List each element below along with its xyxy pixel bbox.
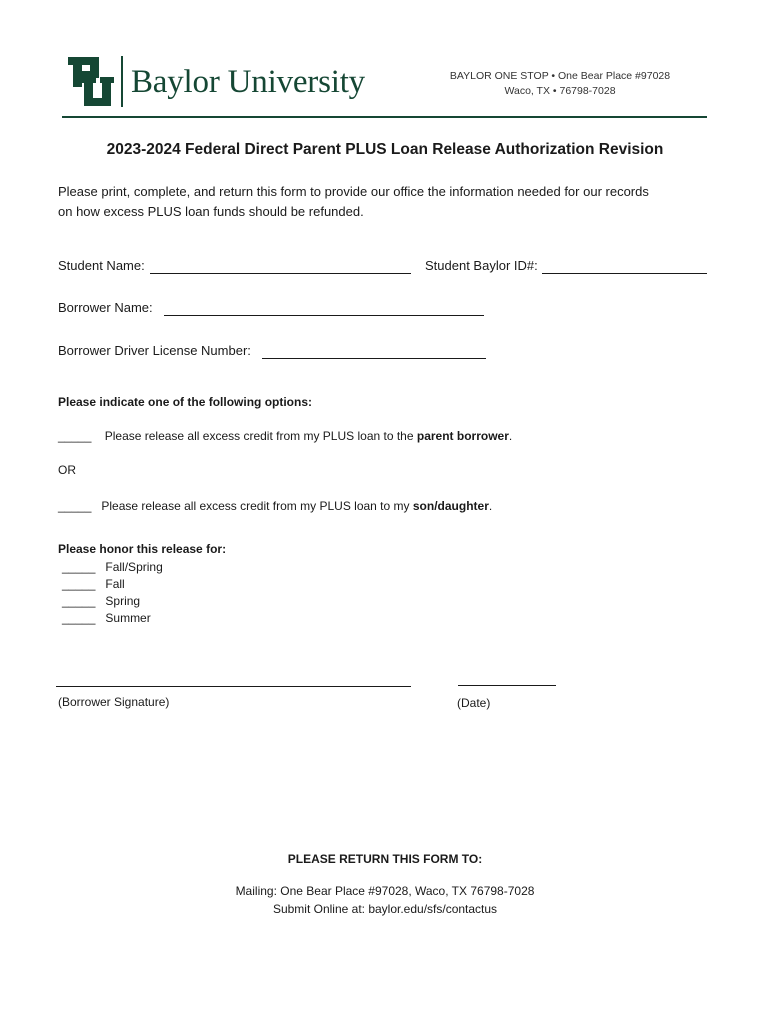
- term-blank[interactable]: _____: [62, 560, 96, 574]
- option-parent-text: Please release all excess credit from my PLUS loan to the: [104, 429, 417, 443]
- term-label: Fall: [105, 577, 125, 591]
- term-item-spring: [62, 593, 163, 610]
- option-child-text: Please release all excess credit from my PLUS loan to my: [101, 499, 413, 513]
- borrower-signature-line[interactable]: [56, 686, 411, 687]
- date-line[interactable]: [458, 685, 556, 686]
- term-item-fall-spring: [62, 559, 163, 576]
- student-id-field[interactable]: [542, 273, 707, 274]
- date-label: (Date): [457, 696, 491, 710]
- option-parent-row: [58, 429, 512, 443]
- option-child-blank[interactable]: _____: [58, 499, 92, 513]
- term-label: Fall/Spring: [105, 560, 163, 574]
- baylor-bu-logo-icon: [66, 55, 116, 111]
- option-parent-end: .: [508, 429, 513, 443]
- options-heading: Please indicate one of the following options:: [58, 395, 313, 409]
- term-label: Summer: [105, 611, 151, 625]
- form-title: 2023-2024 Federal Direct Parent PLUS Loan Release Authorization Revision: [106, 141, 664, 158]
- online-submission: Submit Online at: baylor.edu/sfs/contactus: [272, 902, 498, 916]
- student-id-label: Student Baylor ID#:: [425, 258, 538, 273]
- borrower-name-field[interactable]: [164, 315, 484, 316]
- term-blank[interactable]: _____: [62, 594, 96, 608]
- term-item-summer: [62, 610, 163, 627]
- term-label: Spring: [105, 594, 141, 608]
- option-parent-bold: parent borrower: [416, 429, 509, 443]
- header-rule: [62, 116, 707, 118]
- or-separator: OR: [58, 463, 76, 477]
- borrower-name-label: Borrower Name:: [58, 300, 153, 315]
- intro-line-1: Please print, complete, and return this form to provide our office the information needed for our records: [58, 184, 649, 199]
- intro-paragraph: [58, 182, 649, 222]
- student-name-label: Student Name:: [58, 258, 145, 273]
- address-line-1: BAYLOR ONE STOP • One Bear Place #97028: [449, 70, 671, 82]
- term-blank[interactable]: _____: [62, 611, 96, 625]
- terms-list: [62, 559, 163, 627]
- borrower-signature-label: (Borrower Signature): [58, 695, 170, 709]
- address-line-2: Waco, TX • 76798-7028: [504, 85, 616, 97]
- office-address: [440, 69, 680, 99]
- option-child-bold: son/daughter: [412, 499, 489, 513]
- borrower-license-label: Borrower Driver License Number:: [58, 343, 251, 358]
- option-child-end: .: [488, 499, 493, 513]
- option-parent-blank[interactable]: _____: [58, 429, 92, 443]
- terms-heading: Please honor this release for:: [58, 542, 227, 556]
- borrower-license-field[interactable]: [262, 358, 486, 359]
- intro-line-2: on how excess PLUS loan funds should be refunded.: [58, 204, 364, 219]
- return-heading: PLEASE RETURN THIS FORM TO:: [287, 852, 483, 866]
- option-child-row: [58, 499, 492, 513]
- logo-divider: [121, 56, 123, 107]
- student-name-field[interactable]: [150, 273, 411, 274]
- term-item-fall: [62, 576, 163, 593]
- mailing-address: Mailing: One Bear Place #97028, Waco, TX 76798-7028: [235, 884, 535, 898]
- term-blank[interactable]: _____: [62, 577, 96, 591]
- logo-wordmark: Baylor University: [131, 64, 365, 100]
